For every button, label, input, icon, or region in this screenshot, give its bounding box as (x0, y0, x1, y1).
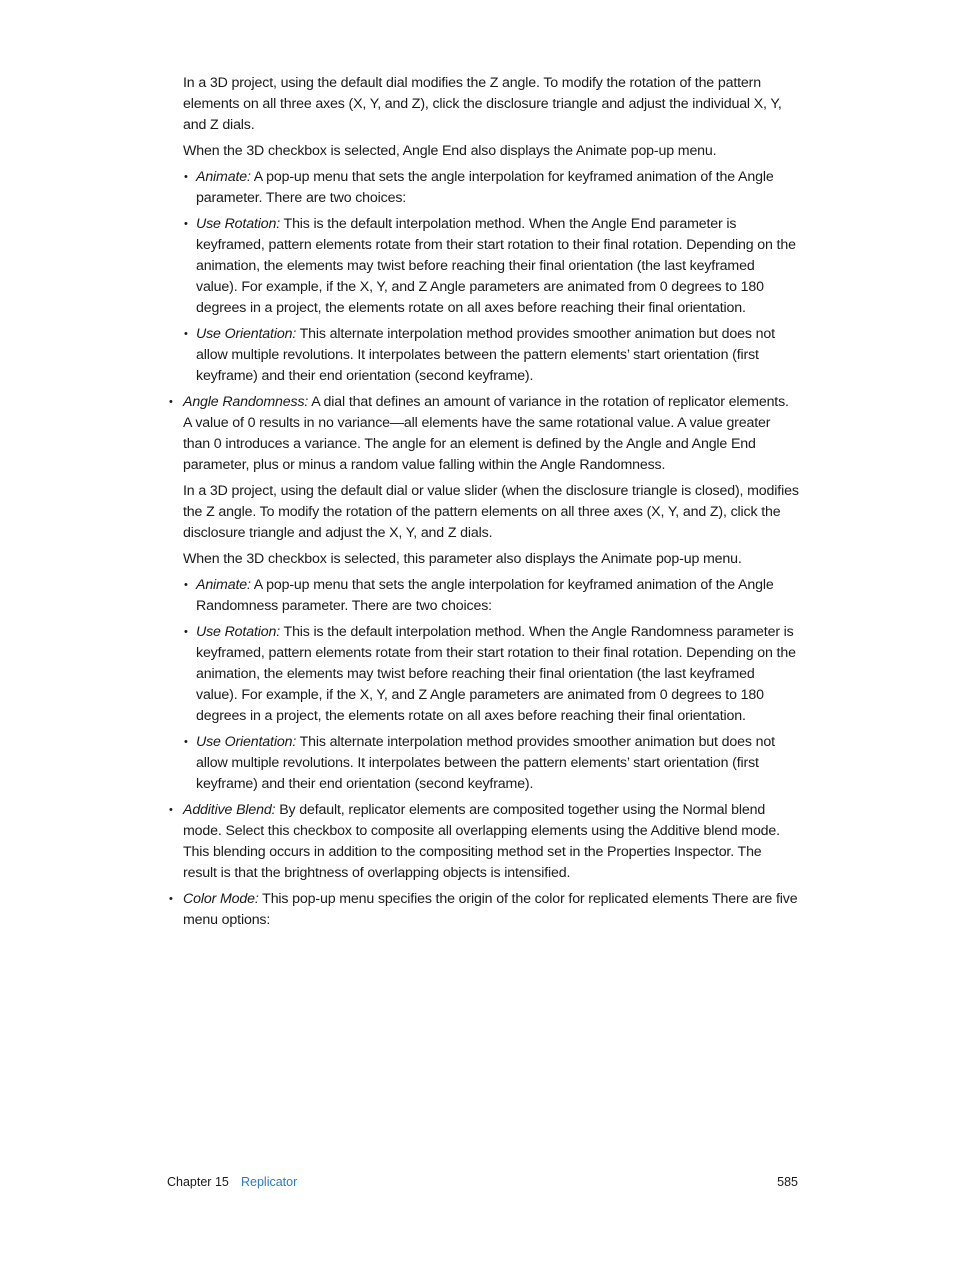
list-item-color-mode (169, 889, 799, 931)
bullet-icon: • (169, 804, 173, 816)
angle-randomness-description (183, 392, 799, 476)
bullet-icon: • (184, 328, 188, 340)
desc-use-rotation: This is the default interpolation method. When the Angle Randomness parameter is keyframed, pattern elements rotate from their start rotation to their final rotation. Depending on the animation, the elements may twist before reaching their final orientation (the last keyframed value). For example, if the X, Y, and Z Angle parameters are animated from 0 degrees to 180 degrees in a project, the elements rotate on all axes before reaching their final orientation. (196, 624, 796, 724)
paragraph-3d-angle-end: In a 3D project, using the default dial modifies the Z angle. To modify the rotation of the pattern elements on all three axes (X, Y, and Z), click the disclosure triangle and adjust the individual X, Y, and Z dials. (183, 75, 782, 133)
chapter-title-link[interactable]: Replicator (241, 1175, 298, 1189)
list-item-angle-randomness (169, 392, 799, 476)
term-angle-randomness: Angle Randomness: (183, 394, 309, 410)
desc-use-orientation: This alternate interpolation method provides smoother animation but does not allow multiple revolutions. It interpolates between the pattern elements’ start orientation (first keyframe) and their end orientation (second keyframe). (196, 326, 775, 384)
list-item-additive-blend (169, 800, 799, 884)
list-item-animate-randomness (184, 575, 799, 617)
desc-use-orientation: This alternate interpolation method provides smoother animation but does not allow multiple revolutions. It interpolates between the pattern elements’ start orientation (first keyframe) and their end orientation (second keyframe). (196, 734, 775, 792)
desc-color-mode: This pop-up menu specifies the origin of the color for replicated elements There are five menu options: (183, 891, 798, 928)
desc-animate: A pop-up menu that sets the angle interpolation for keyframed animation of the Angle parameter. There are two choices: (196, 169, 774, 206)
desc-use-rotation: This is the default interpolation method. When the Angle End parameter is keyframed, pattern elements rotate from their start rotation to their final rotation. Depending on the animation, the elements may twist before reaching their final orientation (the last keyframed value). For example, if the X, Y, and Z Angle parameters are animated from 0 degrees to 180 degrees in a project, the elements rotate on all axes before reaching their final orientation. (196, 216, 796, 316)
bullet-icon: • (184, 736, 188, 748)
page-body (169, 73, 799, 936)
paragraph-3d-checkbox-angle-randomness: When the 3D checkbox is selected, this parameter also displays the Animate pop-up menu. (183, 551, 742, 567)
bullet-icon: • (184, 171, 188, 183)
desc-animate: A pop-up menu that sets the angle interpolation for keyframed animation of the Angle Randomness parameter. There are two choices: (196, 577, 774, 614)
term-additive-blend: Additive Blend: (183, 802, 276, 818)
bullet-icon: • (184, 626, 188, 638)
chapter-label: Chapter 15 (167, 1175, 229, 1189)
term-use-orientation: Use Orientation: (196, 326, 297, 342)
bullet-icon: • (184, 579, 188, 591)
term-use-orientation: Use Orientation: (196, 734, 297, 750)
term-animate: Animate: (196, 169, 251, 185)
list-item-use-orientation (184, 324, 799, 387)
list-item-use-orientation-randomness (184, 732, 799, 795)
desc-angle-randomness: A dial that defines an amount of variance in the rotation of replicator elements. A value of 0 results in no variance—all elements have the same rotational value. A value greater than 0 introduces a variance. The angle for an element is defined by the Angle and Angle End parameter, plus or minus a random value falling within the Angle Randomness. (183, 394, 789, 473)
term-use-rotation: Use Rotation: (196, 216, 281, 232)
list-item-use-rotation-randomness (184, 622, 799, 727)
bullet-icon: • (184, 218, 188, 230)
list-item-animate (184, 167, 799, 209)
page-footer (167, 1173, 798, 1191)
bullet-icon: • (169, 396, 173, 408)
list-item-use-rotation (184, 214, 799, 319)
term-use-rotation: Use Rotation: (196, 624, 281, 640)
desc-additive-blend: By default, replicator elements are composited together using the Normal blend mode. Select this checkbox to composite all overlapping elements using the Additive blend mode. This blending occurs in addition to the compositing method set in the Properties Inspector. The result is that the brightness of overlapping objects is intensified. (183, 802, 780, 881)
term-animate: Animate: (196, 577, 251, 593)
paragraph-3d-angle-randomness: In a 3D project, using the default dial or value slider (when the disclosure triangle is closed), modifies the Z angle. To modify the rotation of the pattern elements on all three axes (X, Y, and Z), click the disclosure triangle and adjust the X, Y, and Z dials. (183, 483, 799, 541)
page-number: 585 (777, 1175, 798, 1189)
term-color-mode: Color Mode: (183, 891, 259, 907)
paragraph-3d-checkbox-angle-end: When the 3D checkbox is selected, Angle End also displays the Animate pop-up menu. (183, 143, 717, 159)
bullet-icon: • (169, 893, 173, 905)
